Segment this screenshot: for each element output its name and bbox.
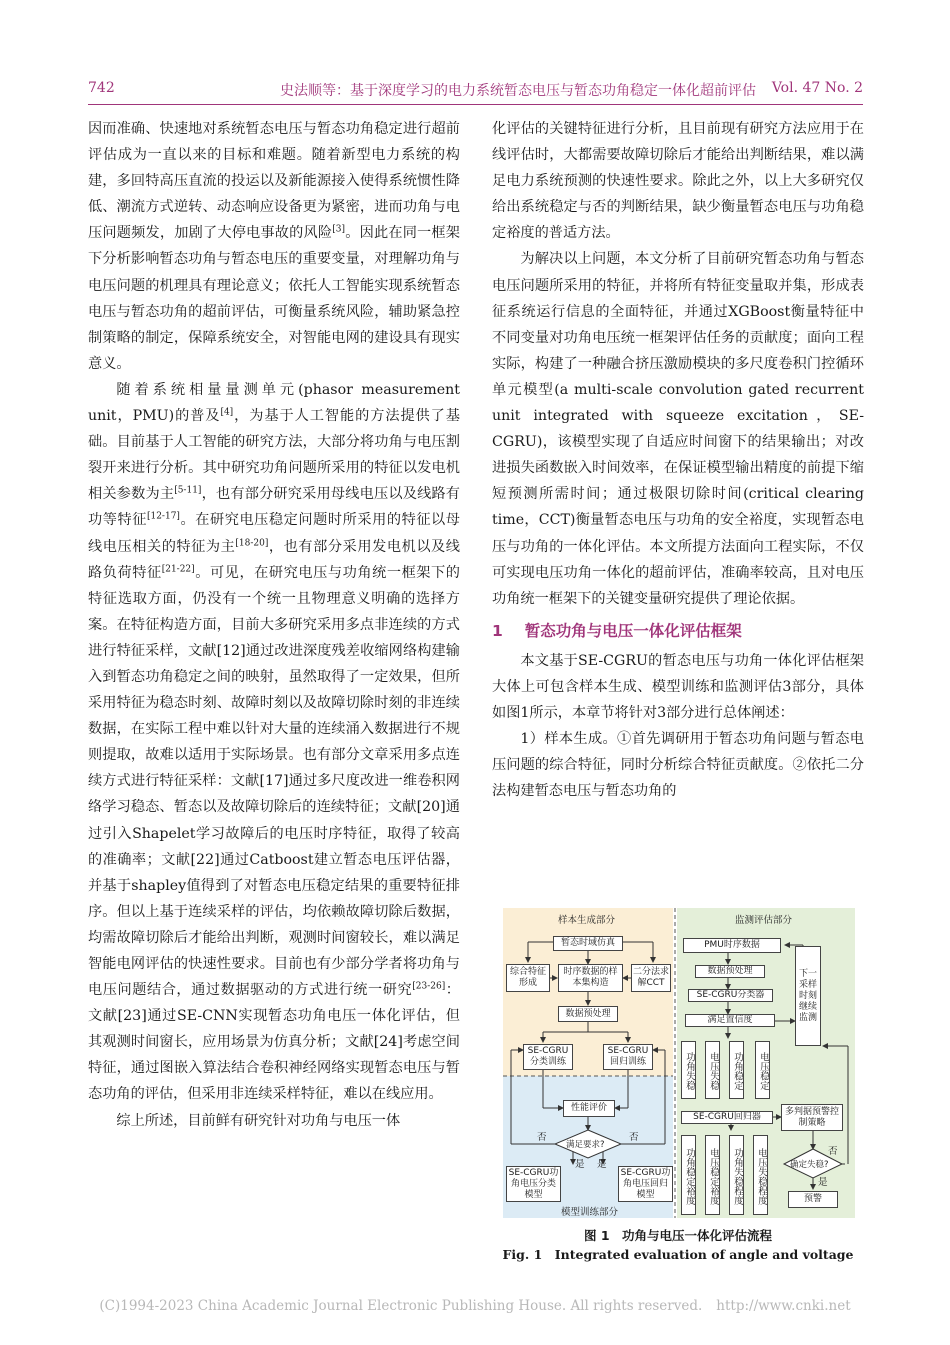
copyright: (C)1994-2023 China Academic Journal Electronic Publishing House. All rights reserved. — [99, 1298, 703, 1314]
text: 。因此在同一框架下分析影响暂态功角与暂态电压的重要变量，对理解功角与电压问题的机理具有理论意义；依托人工智能实现系统暂态电压与暂态功角的超前评估，可衡量系统风险，辅助紧急控制策略的制定，保障系统安全，对智能电网的建设具有现实意义。 — [88, 225, 460, 372]
box-regression-training: SE-CGRU回归训练 — [603, 1044, 653, 1070]
footer-url[interactable]: http://www.cnki.net — [716, 1298, 851, 1314]
citation: [21-22] — [161, 563, 195, 574]
label-no: 否 — [828, 1146, 838, 1157]
box-voltage-margin: 电压稳定裕度 — [705, 1135, 720, 1215]
box-regression-model: SE-CGRU功角电压回归模型 — [618, 1166, 673, 1202]
footer — [0, 1298, 950, 1314]
region-label-train: 模型训练部分 — [561, 1207, 619, 1218]
label-no: 否 — [629, 1132, 639, 1143]
box-classification-training: SE-CGRU分类训练 — [523, 1044, 573, 1070]
text: ：文献[23]通过SE-CNN实现暂态功角电压一体化评估，但其观测时间窗长，应用场景为仿真分析；文献[24]考虑空间特征，通过图嵌入算法结合卷积神经网络实现暂态电压与暂态功角的评估，但采用非连续采样特征，难以在线应用。 — [88, 982, 460, 1103]
volume-label: Vol. 47 No. 2 — [771, 80, 863, 96]
box-sample-set: 时序数据的样本集构造 — [558, 964, 623, 992]
citation: [18-20] — [235, 537, 269, 548]
citation: [23-26] — [412, 981, 446, 992]
header-rule — [88, 104, 863, 105]
text: ，也有部分采用发电机以及线路负荷特征 — [88, 538, 460, 581]
text: 。可见，在研究电压与功角统一框架下的特征选取方面，仍没有一个统一且物理意义明确的选择方案。在特征构造方面，目前大多研究采用多点非连续的方式进行特征采样，文献[12]通过改进深度残差收缩网络构建输入到暂态功角稳定之间的映射，虽然取得了一定效果，但所采用特征为稳态时刻、故障时刻以及故障切除时刻的非连续数据，在实际工程中难以针对大量的连续涌入数据进行不规则提取，故难以适用于实际场景。也有部分文章采用多点连续方式进行特征采样：文献[17]通过多尺度改进一维卷积网络学习稳态、暂态以及故障切除后的连续特征；文献[20]通过引入Shapelet学习故障后的电压时序特征，取得了较高的准确率；文献[22]通过Catboost建立暂态电压评估器，并基于shapley值得到了对暂态电压稳定结果的重要特征排序。但以上基于连续采样的评估，均依赖故障切除后数据，均需故障切除后才能给出判断，观测时间窗较长，难以满足智能电网评估的快速性要求。目前也有少部分学者将功角与电压问题结合，通过数据驱动的方式进行统一研究 — [88, 564, 460, 999]
citation: [3] — [332, 224, 346, 235]
text: ，为基于人工智能的方法提供了基础。目前基于人工智能的研究方法，大部分将功角与电压割裂开来进行分析。其中研究功角问题所采用的特征以发电机相关参数为主 — [88, 408, 460, 503]
region-label-monitor: 监测评估部分 — [735, 915, 793, 926]
box-voltage-stable: 电压稳定 — [755, 1041, 770, 1099]
box-regressor: SE-CGRU回归器 — [681, 1111, 773, 1124]
running-title: 史法顺等：基于深度学习的电力系统暂态电压与暂态功角稳定一体化超前评估 — [280, 83, 756, 99]
box-preprocess-left: 数据预处理 — [558, 1006, 618, 1022]
paragraph: 本文基于SE-CGRU的暂态电压与功角一体化评估框架大体上可包含样本生成、模型训练和监测评估3部分，具体如图1所示，本章节将针对3部分进行总体阐述： — [492, 652, 864, 722]
paragraph — [88, 116, 460, 377]
box-performance-evaluation: 性能评价 — [563, 1100, 615, 1117]
region-label-sample: 样本生成部分 — [558, 915, 616, 926]
paragraph: 综上所述，目前鲜有研究针对功角与电压一体 — [116, 1112, 401, 1129]
paragraph: 1）样本生成。①首先调研用于暂态功角问题与暂态电压问题的综合特征，同时分析综合特征贡献度。②依托二分法构建暂态电压与暂态功角的 — [492, 731, 864, 800]
label-no: 否 — [537, 1132, 547, 1143]
paragraph: 化评估的关键特征进行分析，且目前现有研究方法应用于在线评估时，大都需要故障切除后才能给出判断结果，难以满足电力系统预测的快速性要求。除此之外，以上大多研究仅给出系统稳定与否的判断结果，缺少衡量暂态电压与功角稳定裕度的普适方法。 — [492, 121, 864, 242]
text: 。在研究电压稳定问题时所采用的特征以母线电压相关的特征为主 — [88, 512, 460, 555]
box-warning: 预警 — [788, 1191, 838, 1208]
box-angle-stable: 功角稳定 — [729, 1041, 744, 1099]
box-angle-unstable: 功角失稳 — [681, 1041, 696, 1099]
box-warning-strategy: 多判据预警控制策略 — [781, 1104, 843, 1131]
box-cct: 二分法求解CCT — [631, 964, 671, 992]
figure-1 — [503, 908, 855, 1218]
box-voltage-unstable: 电压失稳 — [705, 1041, 720, 1099]
citation: [12-17] — [146, 511, 180, 522]
box-angle-instability: 功角失稳程度 — [729, 1135, 744, 1215]
box-preprocess-right: 数据预处理 — [695, 965, 765, 978]
section-title: 暂态功角与电压一体化评估框架 — [524, 621, 742, 640]
paragraph — [88, 377, 460, 1108]
right-column — [492, 116, 864, 804]
box-confidence: 满足置信度 — [685, 1014, 775, 1027]
label-yes: 是 — [575, 1159, 585, 1170]
citation: [4] — [220, 407, 234, 418]
section-number: 1 — [492, 621, 503, 640]
box-pmu-data: PMU时序数据 — [683, 938, 781, 953]
figure-caption-en: Fig. 1 Integrated evaluation of angle and voltage — [502, 1247, 854, 1262]
paragraph: 为解决以上问题，本文分析了目前研究暂态功角与暂态电压问题所采用的特征，并将所有特征变量取并集，形成表征系统运行信息的全面特征，并通过XGBoost衡量特征中不同变量对功角电压统一框架评估任务的贡献度；面向工程实际，构建了一种融合挤压激励模块的多尺度卷积门控循环单元模型(a multi-scale convolution gated recurrent unit integrated with squeeze excitation，SE-CGRU)，该模型实现了自适应时间窗下的结果输出；对改进损失函数嵌入时间效率，在保证模型输出精度的前提下缩短预测所需时间；通过极限切除时间(critical clearing time，CCT)衡量暂态电压与功角的安全裕度，实现暂态电压与功角的一体化评估。本文所提方法面向工程实际，不仅可实现电压功角一体化的超前评估，准确率较高，且对电压功角统一框架下的关键变量研究提供了理论依据。 — [492, 251, 864, 607]
box-feature-formation: 综合特征形成 — [506, 964, 550, 992]
text: 随着系统相量量测单元(phasor measurement unit，PMU)的普及 — [88, 381, 460, 425]
box-angle-margin: 功角稳定裕度 — [681, 1135, 696, 1215]
label-yes: 是 — [597, 1159, 607, 1170]
running-header — [88, 80, 863, 102]
left-column — [88, 116, 460, 1134]
figure-caption-cn: 图 1 功角与电压一体化评估流程 — [583, 1228, 773, 1243]
box-voltage-instability: 电压失稳程度 — [753, 1135, 768, 1215]
box-classification-model: SE-CGRU功角电压分类模型 — [506, 1166, 561, 1202]
box-next-sample: 下一采样时刻继续监测 — [795, 946, 821, 1046]
text: ，也有部分研究采用母线电压以及线路有功等特征 — [88, 486, 460, 529]
page-number: 742 — [88, 80, 115, 96]
box-transient-simulation: 暂态时域仿真 — [553, 936, 623, 951]
section-heading — [492, 618, 864, 644]
label-yes: 是 — [818, 1177, 828, 1188]
decision-confirm: 确定失稳? — [790, 1160, 829, 1170]
box-classifier: SE-CGRU分类器 — [688, 989, 773, 1002]
text: 因而准确、快速地对系统暂态电压与暂态功角稳定进行超前评估成为一直以来的目标和难题。随着新型电力系统的构建，多回特高压直流的投运以及新能源接入使得系统惯性降低、潮流方式逆转、动态响应设备更为紧密，进而功角与电压问题频发，加剧了大停电事故的风险 — [88, 121, 460, 242]
citation: [5-11] — [174, 485, 202, 496]
decision-requirements: 满足要求? — [566, 1140, 605, 1150]
